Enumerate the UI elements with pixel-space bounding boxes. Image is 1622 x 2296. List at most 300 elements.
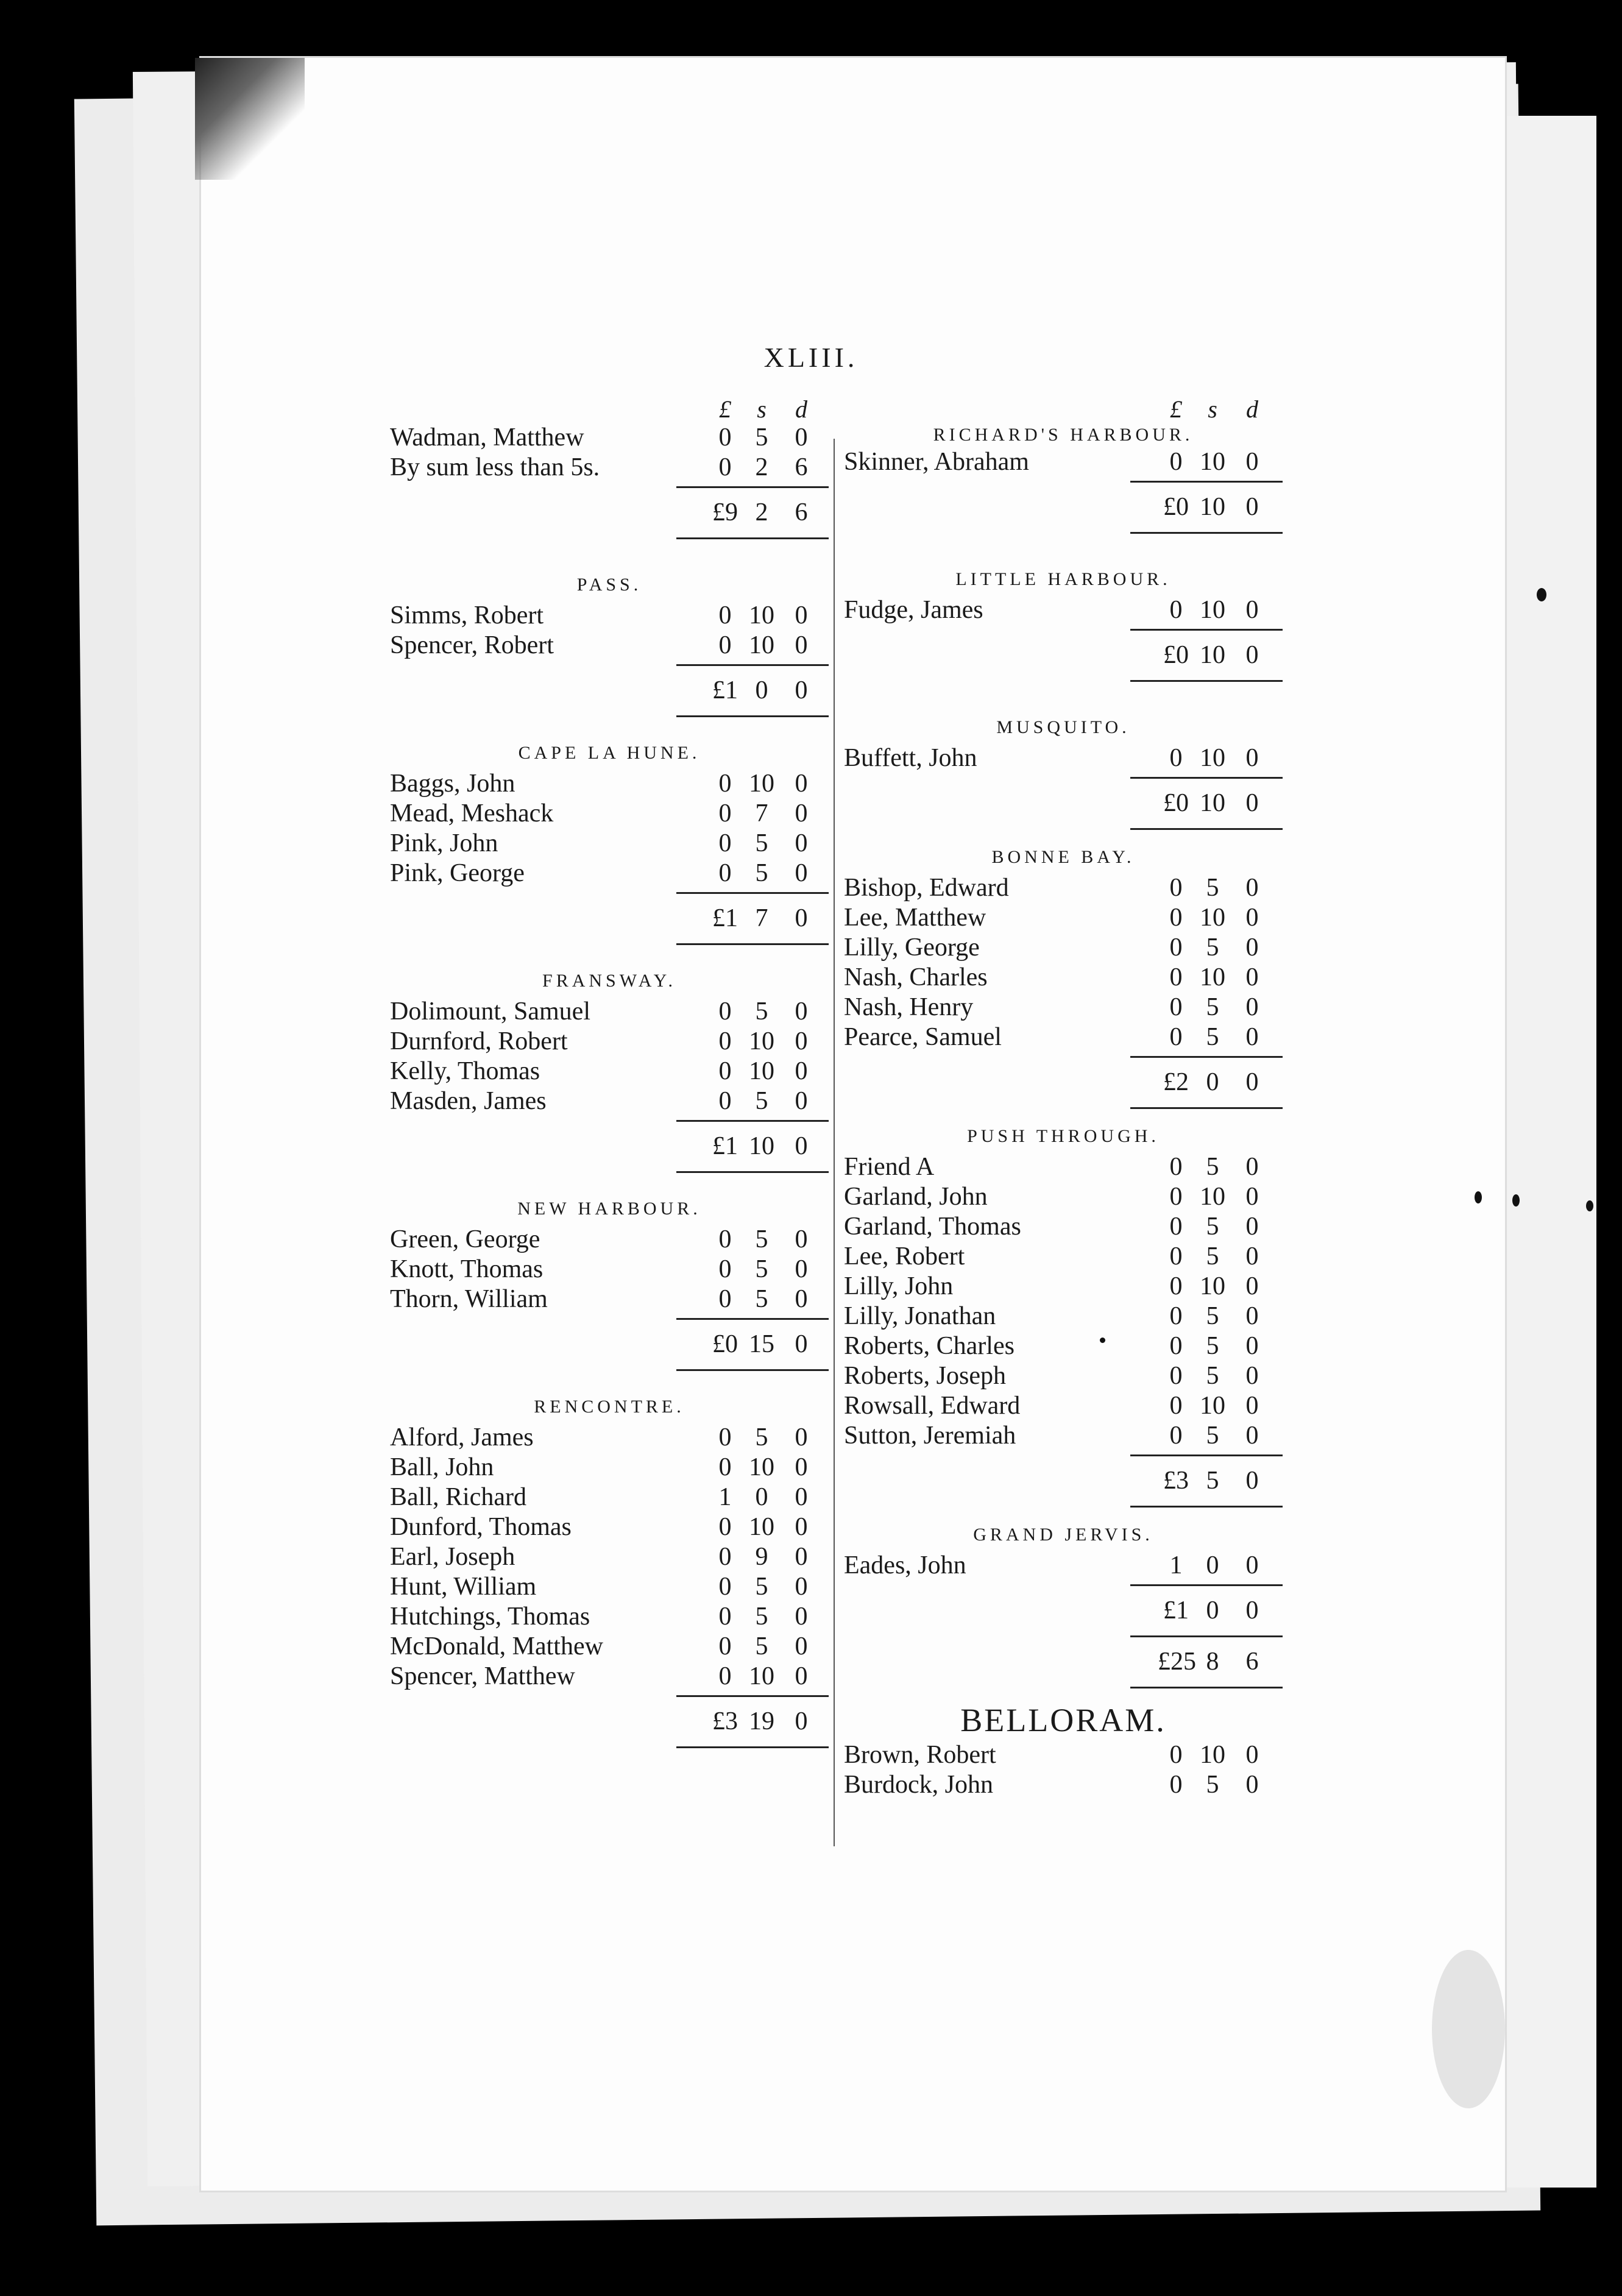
total-shillings: 2: [755, 498, 768, 526]
ledger-entry: [390, 1453, 829, 1483]
total-rule: [844, 1581, 1283, 1589]
margin-speck: [1537, 588, 1546, 601]
entry-pounds: 0: [718, 1632, 732, 1660]
total-pounds: £0: [1163, 789, 1189, 817]
entry-pounds: 0: [1169, 1741, 1183, 1769]
entry-pence: 0: [1245, 1153, 1259, 1181]
section-total: [844, 486, 1283, 528]
section-total: [390, 1700, 829, 1743]
entry-shillings: 7: [755, 799, 768, 827]
entry-shillings: 5: [755, 1225, 768, 1253]
entry-pence: 0: [1245, 1023, 1259, 1051]
entry-shillings: 5: [755, 1423, 768, 1451]
total-pence: 0: [795, 904, 808, 932]
ledger-entry: [390, 423, 829, 453]
entry-name: Kelly, Thomas: [390, 1057, 540, 1085]
section-title: NEW HARBOUR.: [517, 1199, 701, 1219]
entry-pence: 0: [1245, 1213, 1259, 1241]
ledger-entry: [390, 1512, 829, 1542]
entry-pence: 0: [795, 631, 808, 659]
entry-pounds: 0: [718, 859, 732, 887]
ledger-entry: [390, 1255, 829, 1284]
total-pence: 0: [795, 1707, 808, 1735]
currency-header: [390, 396, 829, 423]
entry-shillings: 10: [749, 1057, 774, 1085]
entry-shillings: 5: [755, 1285, 768, 1313]
section-total: [844, 1061, 1283, 1104]
entry-pence: 0: [795, 1423, 808, 1451]
entry-pence: 0: [795, 601, 808, 629]
ledger-entry: [844, 1391, 1283, 1421]
grand-total-pence: 6: [1245, 1648, 1259, 1676]
total-rule: [844, 477, 1283, 486]
ledger-entry: [844, 1182, 1283, 1212]
entry-shillings: 5: [1206, 1242, 1219, 1270]
entry-pence: 0: [795, 859, 808, 887]
entry-name: Lee, Robert: [844, 1242, 965, 1270]
entry-name: Pink, George: [390, 859, 525, 887]
entry-pounds: 0: [718, 1027, 732, 1055]
entry-pounds: 0: [1169, 1422, 1183, 1450]
section-title: CAPE LA HUNE.: [518, 743, 701, 763]
entry-pounds: 0: [718, 1453, 732, 1481]
entry-pounds: 0: [1169, 874, 1183, 902]
entry-pounds: 0: [1169, 1392, 1183, 1420]
total-rule: [844, 773, 1283, 782]
total-rule: [844, 1104, 1283, 1112]
entry-name: Bishop, Edward: [844, 874, 1009, 902]
entry-shillings: 5: [1206, 1362, 1219, 1390]
entry-shillings: 0: [1206, 1551, 1219, 1579]
entry-pence: 0: [1245, 1422, 1259, 1450]
ledger-entry: [390, 1284, 829, 1314]
entry-shillings: 10: [1200, 1741, 1225, 1769]
total-rule: [844, 1052, 1283, 1061]
margin-speck: [1475, 1191, 1482, 1203]
section-total: [390, 669, 829, 712]
ledger-entry: [390, 1027, 829, 1057]
entry-name: Thorn, William: [390, 1285, 548, 1313]
entry-name: Eades, John: [844, 1551, 966, 1579]
total-rule: [844, 528, 1283, 537]
right-column: [844, 396, 1283, 1800]
section-total: [390, 1125, 829, 1167]
entry-shillings: 5: [1206, 874, 1219, 902]
entry-name: Lilly, John: [844, 1272, 954, 1300]
ledger-entry: [390, 1483, 829, 1512]
entry-shillings: 5: [755, 1632, 768, 1660]
total-rule: [844, 1451, 1283, 1459]
entry-shillings: 5: [1206, 1302, 1219, 1330]
ledger-entry: [390, 1602, 829, 1632]
total-pounds: £1: [1163, 1596, 1189, 1625]
total-rule: [390, 888, 829, 897]
ledger-entry: [844, 903, 1283, 933]
entry-pence: 0: [1245, 1392, 1259, 1420]
total-rule: [390, 940, 829, 948]
entry-pounds: 0: [1169, 1771, 1183, 1799]
entry-name: Dunford, Thomas: [390, 1513, 572, 1541]
entry-pounds: 0: [718, 1543, 732, 1571]
section-title: RICHARD'S HARBOUR.: [933, 425, 1194, 445]
total-rule: [844, 824, 1283, 833]
entry-pence: 0: [1245, 744, 1259, 772]
entry-name: Wadman, Matthew: [390, 423, 584, 452]
total-shillings: 0: [755, 676, 768, 704]
entry-pounds: 0: [718, 1255, 732, 1283]
entry-shillings: 10: [1200, 744, 1225, 772]
entry-pence: 0: [795, 1087, 808, 1115]
entry-pounds: 0: [1169, 1183, 1183, 1211]
entry-name: Masden, James: [390, 1087, 547, 1115]
total-rule: [844, 625, 1283, 634]
entry-shillings: 5: [755, 1255, 768, 1283]
entry-pounds: 0: [718, 770, 732, 798]
total-rule: [844, 676, 1283, 685]
entry-shillings: 10: [1200, 448, 1225, 476]
entry-name: McDonald, Matthew: [390, 1632, 603, 1660]
entry-pence: 0: [1245, 1302, 1259, 1330]
ledger-entry: [844, 1152, 1283, 1182]
ledger-entry: [390, 631, 829, 661]
entry-pounds: 1: [718, 1483, 732, 1511]
total-pounds: £2: [1163, 1068, 1189, 1096]
total-rule: [390, 534, 829, 542]
ledger-entry: [390, 601, 829, 631]
entry-pounds: 0: [1169, 1332, 1183, 1360]
entry-name: Roberts, Charles: [844, 1332, 1015, 1360]
entry-shillings: 10: [1200, 1183, 1225, 1211]
grand-total: [844, 1640, 1283, 1683]
entry-pence: 0: [795, 1513, 808, 1541]
entry-name: Durnford, Robert: [390, 1027, 568, 1055]
ledger-entry: [390, 769, 829, 799]
ledger-entry: [390, 1662, 829, 1692]
entry-name: Spencer, Robert: [390, 631, 554, 659]
section-total: [390, 897, 829, 940]
entry-shillings: 10: [749, 1453, 774, 1481]
entry-pounds: 0: [1169, 596, 1183, 624]
total-pounds: £0: [712, 1330, 738, 1358]
entry-name: Mead, Meshack: [390, 799, 554, 827]
entry-shillings: 10: [1200, 904, 1225, 932]
entry-pence: 0: [795, 1543, 808, 1571]
total-pounds: £3: [1163, 1467, 1189, 1495]
ledger-entry: [844, 1272, 1283, 1302]
total-shillings: 15: [749, 1330, 774, 1358]
entry-shillings: 10: [749, 770, 774, 798]
section-title: PASS.: [576, 575, 642, 595]
total-rule: [844, 1502, 1283, 1511]
entry-shillings: 10: [1200, 963, 1225, 991]
ledger-entry: [390, 453, 829, 483]
section-title: LITTLE HARBOUR.: [955, 569, 1171, 589]
entry-name: Earl, Joseph: [390, 1543, 515, 1571]
paper-stain: [1432, 1950, 1505, 2108]
entry-pounds: 0: [718, 799, 732, 827]
ledger-entry: [844, 1770, 1283, 1800]
entry-name: Ball, John: [390, 1453, 494, 1481]
entry-name: Lee, Matthew: [844, 904, 986, 932]
entry-pounds: 0: [718, 1662, 732, 1690]
entry-shillings: 5: [755, 859, 768, 887]
ledger-entry: [390, 1423, 829, 1453]
ledger-entry: [844, 1740, 1283, 1770]
entry-name: Fudge, James: [844, 596, 983, 624]
pence-header: d: [795, 395, 807, 423]
total-pounds: £3: [712, 1707, 738, 1735]
ledger-entry: [844, 873, 1283, 903]
entry-name: Hunt, William: [390, 1573, 537, 1601]
entry-shillings: 9: [755, 1543, 768, 1571]
entry-pounds: 0: [718, 631, 732, 659]
margin-speck: [1586, 1200, 1593, 1211]
entry-pence: 0: [1245, 904, 1259, 932]
total-pence: 0: [795, 1330, 808, 1358]
entry-pence: 0: [1245, 1332, 1259, 1360]
entry-name: Garland, John: [844, 1183, 988, 1211]
entry-pence: 0: [795, 1057, 808, 1085]
ledger-entry: [844, 1421, 1283, 1451]
entry-pence: 0: [795, 799, 808, 827]
entry-pence: 0: [1245, 993, 1259, 1021]
entry-pounds: 0: [1169, 1023, 1183, 1051]
entry-pence: 0: [795, 1573, 808, 1601]
section-total: [844, 1459, 1283, 1502]
total-rule: [844, 1683, 1283, 1692]
entry-name: Knott, Thomas: [390, 1255, 544, 1283]
total-pence: 0: [1245, 1596, 1259, 1625]
entry-name: Lilly, George: [844, 934, 980, 962]
entry-shillings: 10: [1200, 1392, 1225, 1420]
shillings-header: s: [1208, 395, 1217, 423]
total-rule: [390, 661, 829, 669]
entry-pounds: 0: [1169, 1213, 1183, 1241]
ledger-entry: [844, 743, 1283, 773]
entry-pounds: 0: [1169, 1362, 1183, 1390]
entry-pounds: 0: [718, 453, 732, 481]
entry-pounds: 0: [1169, 993, 1183, 1021]
total-pounds: £1: [712, 904, 738, 932]
entry-pence: 0: [795, 1027, 808, 1055]
total-shillings: 0: [1206, 1596, 1219, 1625]
ledger-entry: [844, 595, 1283, 625]
entry-name: Buffett, John: [844, 744, 977, 772]
entry-pence: 0: [1245, 1362, 1259, 1390]
total-rule: [390, 1366, 829, 1374]
entry-pence: 0: [795, 997, 808, 1026]
ledger-entry: [844, 1022, 1283, 1052]
entry-shillings: 10: [749, 1513, 774, 1541]
entry-pounds: 0: [718, 1423, 732, 1451]
total-shillings: 7: [755, 904, 768, 932]
total-shillings: 10: [749, 1132, 774, 1160]
entry-shillings: 5: [1206, 1332, 1219, 1360]
total-shillings: 0: [1206, 1068, 1219, 1096]
ledger-entry: [844, 1361, 1283, 1391]
entry-pounds: 0: [1169, 448, 1183, 476]
ledger-entry: [844, 1242, 1283, 1272]
entry-shillings: 10: [749, 631, 774, 659]
entry-shillings: 10: [749, 601, 774, 629]
entry-shillings: 5: [755, 423, 768, 452]
entry-shillings: 5: [1206, 1023, 1219, 1051]
entry-name: Skinner, Abraham: [844, 448, 1029, 476]
total-pounds: £0: [1163, 641, 1189, 669]
entry-name: Rowsall, Edward: [844, 1392, 1021, 1420]
section-total: [844, 634, 1283, 676]
ledger-entry: [390, 997, 829, 1027]
entry-pence: 0: [1245, 448, 1259, 476]
entry-pence: 0: [1245, 1242, 1259, 1270]
entry-shillings: 0: [755, 1483, 768, 1511]
entry-shillings: 5: [1206, 1153, 1219, 1181]
ledger-entry: [844, 1212, 1283, 1242]
entry-pence: 0: [1245, 934, 1259, 962]
entry-shillings: 5: [755, 1573, 768, 1601]
entry-pence: 0: [1245, 874, 1259, 902]
entry-pence: 0: [795, 1255, 808, 1283]
total-pence: 0: [1245, 1068, 1259, 1096]
ledger-entry: [390, 859, 829, 888]
entry-pounds: 0: [1169, 744, 1183, 772]
column-divider: [834, 439, 835, 1846]
ledger-entry: [844, 993, 1283, 1022]
entry-shillings: 5: [1206, 1422, 1219, 1450]
entry-pounds: 0: [718, 1573, 732, 1601]
ledger-entry: [390, 1572, 829, 1602]
entry-pounds: 0: [1169, 934, 1183, 962]
entry-pounds: 0: [1169, 904, 1183, 932]
entry-pounds: 0: [718, 829, 732, 857]
total-rule: [390, 1167, 829, 1176]
total-pence: 0: [1245, 789, 1259, 817]
total-shillings: 19: [749, 1707, 774, 1735]
grand-total-shillings: 8: [1206, 1648, 1219, 1676]
total-pounds: £0: [1163, 493, 1189, 521]
entry-pence: 6: [795, 453, 808, 481]
entry-pence: 0: [795, 829, 808, 857]
ledger-entry: [390, 829, 829, 859]
section-title: RENCONTRE.: [534, 1397, 685, 1417]
entry-pounds: 1: [1169, 1551, 1183, 1579]
ledger-entry: [390, 1057, 829, 1086]
entry-pence: 0: [795, 1662, 808, 1690]
entry-name: Spencer, Matthew: [390, 1662, 575, 1690]
pence-header: d: [1246, 395, 1258, 423]
section-total: [390, 491, 829, 534]
total-shillings: 10: [1200, 641, 1225, 669]
pounds-header: £: [1170, 395, 1182, 423]
ledger-entry: [390, 799, 829, 829]
entry-pounds: 0: [718, 997, 732, 1026]
entry-name: Hutchings, Thomas: [390, 1603, 590, 1631]
folded-corner: [195, 58, 305, 180]
entry-pounds: 0: [1169, 1242, 1183, 1270]
page-number: XLIII.: [763, 342, 859, 373]
entry-name: Pink, John: [390, 829, 498, 857]
entry-pence: 0: [1245, 1183, 1259, 1211]
section-title: GRAND JERVIS.: [973, 1525, 1153, 1545]
entry-pence: 0: [795, 1603, 808, 1631]
entry-name: Garland, Thomas: [844, 1213, 1021, 1241]
shillings-header: s: [757, 395, 767, 423]
entry-shillings: 10: [1200, 596, 1225, 624]
entry-pence: 0: [1245, 1551, 1259, 1579]
entry-name: Simms, Robert: [390, 601, 544, 629]
entry-pounds: 0: [718, 1513, 732, 1541]
total-rule: [844, 1632, 1283, 1640]
total-pence: 0: [1245, 493, 1259, 521]
entry-shillings: 5: [1206, 993, 1219, 1021]
entry-pounds: 0: [718, 601, 732, 629]
entry-pence: 0: [1245, 963, 1259, 991]
ledger-entry: [390, 1542, 829, 1572]
entry-shillings: 10: [749, 1027, 774, 1055]
entry-shillings: 5: [755, 1087, 768, 1115]
entry-pence: 0: [795, 1225, 808, 1253]
entry-name: Burdock, John: [844, 1771, 993, 1799]
entry-name: Friend A: [844, 1153, 935, 1181]
entry-pounds: 0: [718, 1057, 732, 1085]
total-shillings: 5: [1206, 1467, 1219, 1495]
entry-shillings: 5: [1206, 1213, 1219, 1241]
entry-name: Ball, Richard: [390, 1483, 526, 1511]
total-pounds: £1: [712, 1132, 738, 1160]
entry-shillings: 10: [1200, 1272, 1225, 1300]
section-title: FRANSWAY.: [542, 971, 676, 991]
total-pence: 0: [1245, 641, 1259, 669]
section-total: [844, 1589, 1283, 1632]
left-column: [390, 396, 829, 1751]
entry-pounds: 0: [718, 1603, 732, 1631]
entry-shillings: 5: [1206, 1771, 1219, 1799]
pounds-header: £: [719, 395, 731, 423]
total-pence: 0: [1245, 1467, 1259, 1495]
total-pounds: £9: [712, 498, 738, 526]
entry-pounds: 0: [1169, 1153, 1183, 1181]
total-shillings: 10: [1200, 493, 1225, 521]
entry-name: Sutton, Jeremiah: [844, 1422, 1016, 1450]
total-rule: [390, 1314, 829, 1323]
entry-pounds: 0: [1169, 963, 1183, 991]
total-pence: 6: [795, 498, 808, 526]
ledger-entry: [844, 1302, 1283, 1331]
entry-pence: 0: [1245, 1741, 1259, 1769]
section-title: MUSQUITO.: [996, 717, 1130, 737]
entry-pounds: 0: [718, 423, 732, 452]
total-shillings: 10: [1200, 789, 1225, 817]
entry-shillings: 5: [1206, 934, 1219, 962]
entry-pounds: 0: [718, 1087, 732, 1115]
margin-speck: [1512, 1194, 1520, 1206]
total-pence: 0: [795, 676, 808, 704]
entry-name: Nash, Henry: [844, 993, 974, 1021]
entry-name: Alford, James: [390, 1423, 534, 1451]
ledger-entry: [844, 1331, 1283, 1361]
section-total: [844, 782, 1283, 824]
total-pounds: £1: [712, 676, 738, 704]
entry-pence: 0: [795, 1285, 808, 1313]
entry-shillings: 5: [755, 829, 768, 857]
section-title: PUSH THROUGH.: [967, 1126, 1160, 1146]
ledger-entry: [390, 1632, 829, 1662]
entry-name: Pearce, Samuel: [844, 1023, 1002, 1051]
total-rule: [390, 712, 829, 720]
entry-name: Roberts, Joseph: [844, 1362, 1006, 1390]
entry-name: Brown, Robert: [844, 1741, 996, 1769]
section-title-large: BELLORAM.: [960, 1702, 1166, 1738]
